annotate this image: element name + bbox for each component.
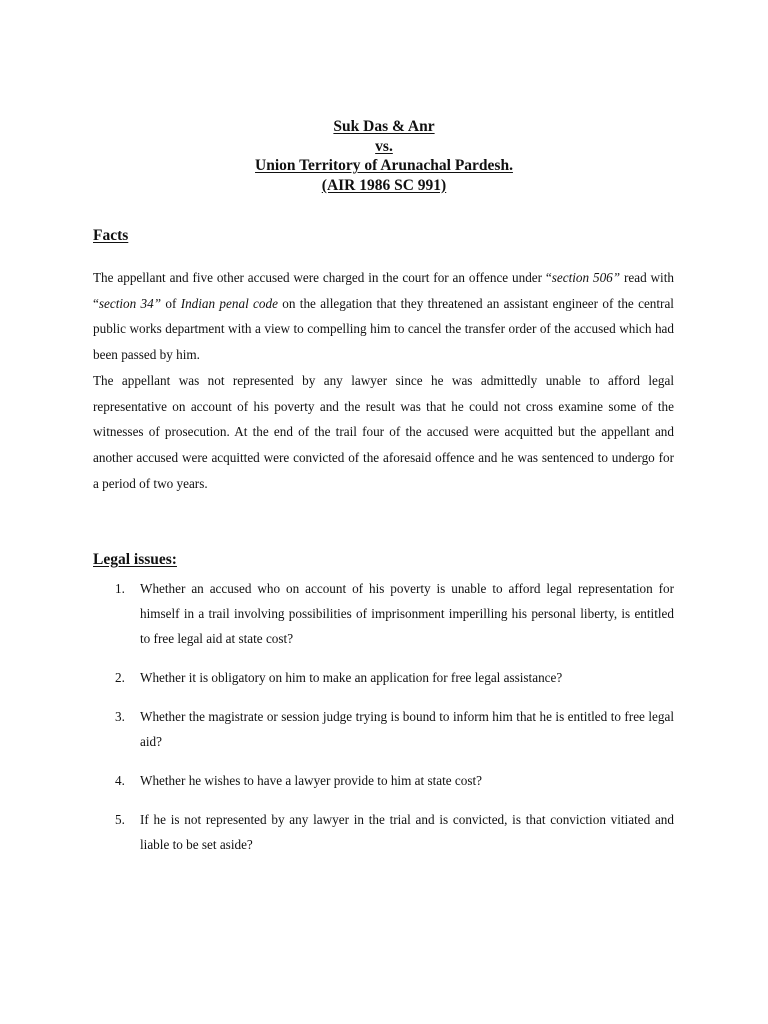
case-title-block — [0, 117, 768, 195]
list-item-text: Whether the magistrate or session judge trying is bound to inform him that he is entitled to free legal aid? — [140, 709, 674, 749]
case-versus: vs. — [375, 137, 393, 155]
facts-text-1: The appellant and five other accused were charged in the court for an offence under “ — [93, 270, 552, 285]
list-item — [115, 704, 674, 754]
list-item-number: 5. — [115, 812, 125, 827]
facts-text-2: read with “ — [93, 270, 674, 311]
legal-issues-heading: Legal issues: — [93, 551, 177, 568]
case-citation: (AIR 1986 SC 991) — [321, 176, 447, 194]
list-item — [115, 807, 674, 857]
list-item-number: 4. — [115, 773, 125, 788]
section-34-ref: section 34” — [98, 295, 162, 311]
case-parties: Suk Das & Anr — [333, 118, 435, 135]
facts-body — [93, 265, 674, 496]
list-item — [115, 665, 674, 690]
list-item-number: 3. — [115, 709, 125, 724]
facts-paragraph-2: The appellant was not represented by any lawyer since he was admittedly unable to afford legal representative on account of his poverty and the result was that he could not cross examine some of the witnesses of prosecution. At the end of the trail four of the accused were acquitted but the appellant and another accused were acquitted were convicted of the aforesaid offence and he was sentenced to undergo for a period of two years. — [93, 372, 674, 491]
legal-issues-list — [115, 576, 674, 871]
facts-paragraph-1 — [93, 265, 674, 368]
facts-heading: Facts — [93, 227, 129, 244]
facts-text-4: on the allegation that they threatened an assistant engineer of the central public works department with a view to compelling him to cancel the transfer order of the accused which had been passed by him. — [93, 295, 674, 363]
list-item-text: Whether he wishes to have a lawyer provide to him at state cost? — [140, 773, 483, 788]
list-item-number: 2. — [115, 670, 125, 685]
list-item — [115, 576, 674, 651]
list-item-text: Whether an accused who on account of his poverty is unable to afford legal representation for himself in a trail involving possibilities of imprisonment imperilling his personal liberty, is entitled to free legal aid at state cost? — [140, 581, 674, 646]
ipc-ref: Indian penal code — [180, 295, 278, 311]
facts-text-3: of — [161, 295, 181, 311]
list-item-text: Whether it is obligatory on him to make an application for free legal assistance? — [140, 670, 563, 685]
list-item — [115, 768, 674, 793]
section-506-ref: section 506” — [551, 270, 621, 285]
case-respondent: Union Territory of Arunachal Pardesh. — [255, 157, 513, 174]
list-item-number: 1. — [115, 581, 125, 596]
list-item-text: If he is not represented by any lawyer in the trial and is convicted, is that conviction vitiated and liable to be set aside? — [140, 812, 674, 852]
